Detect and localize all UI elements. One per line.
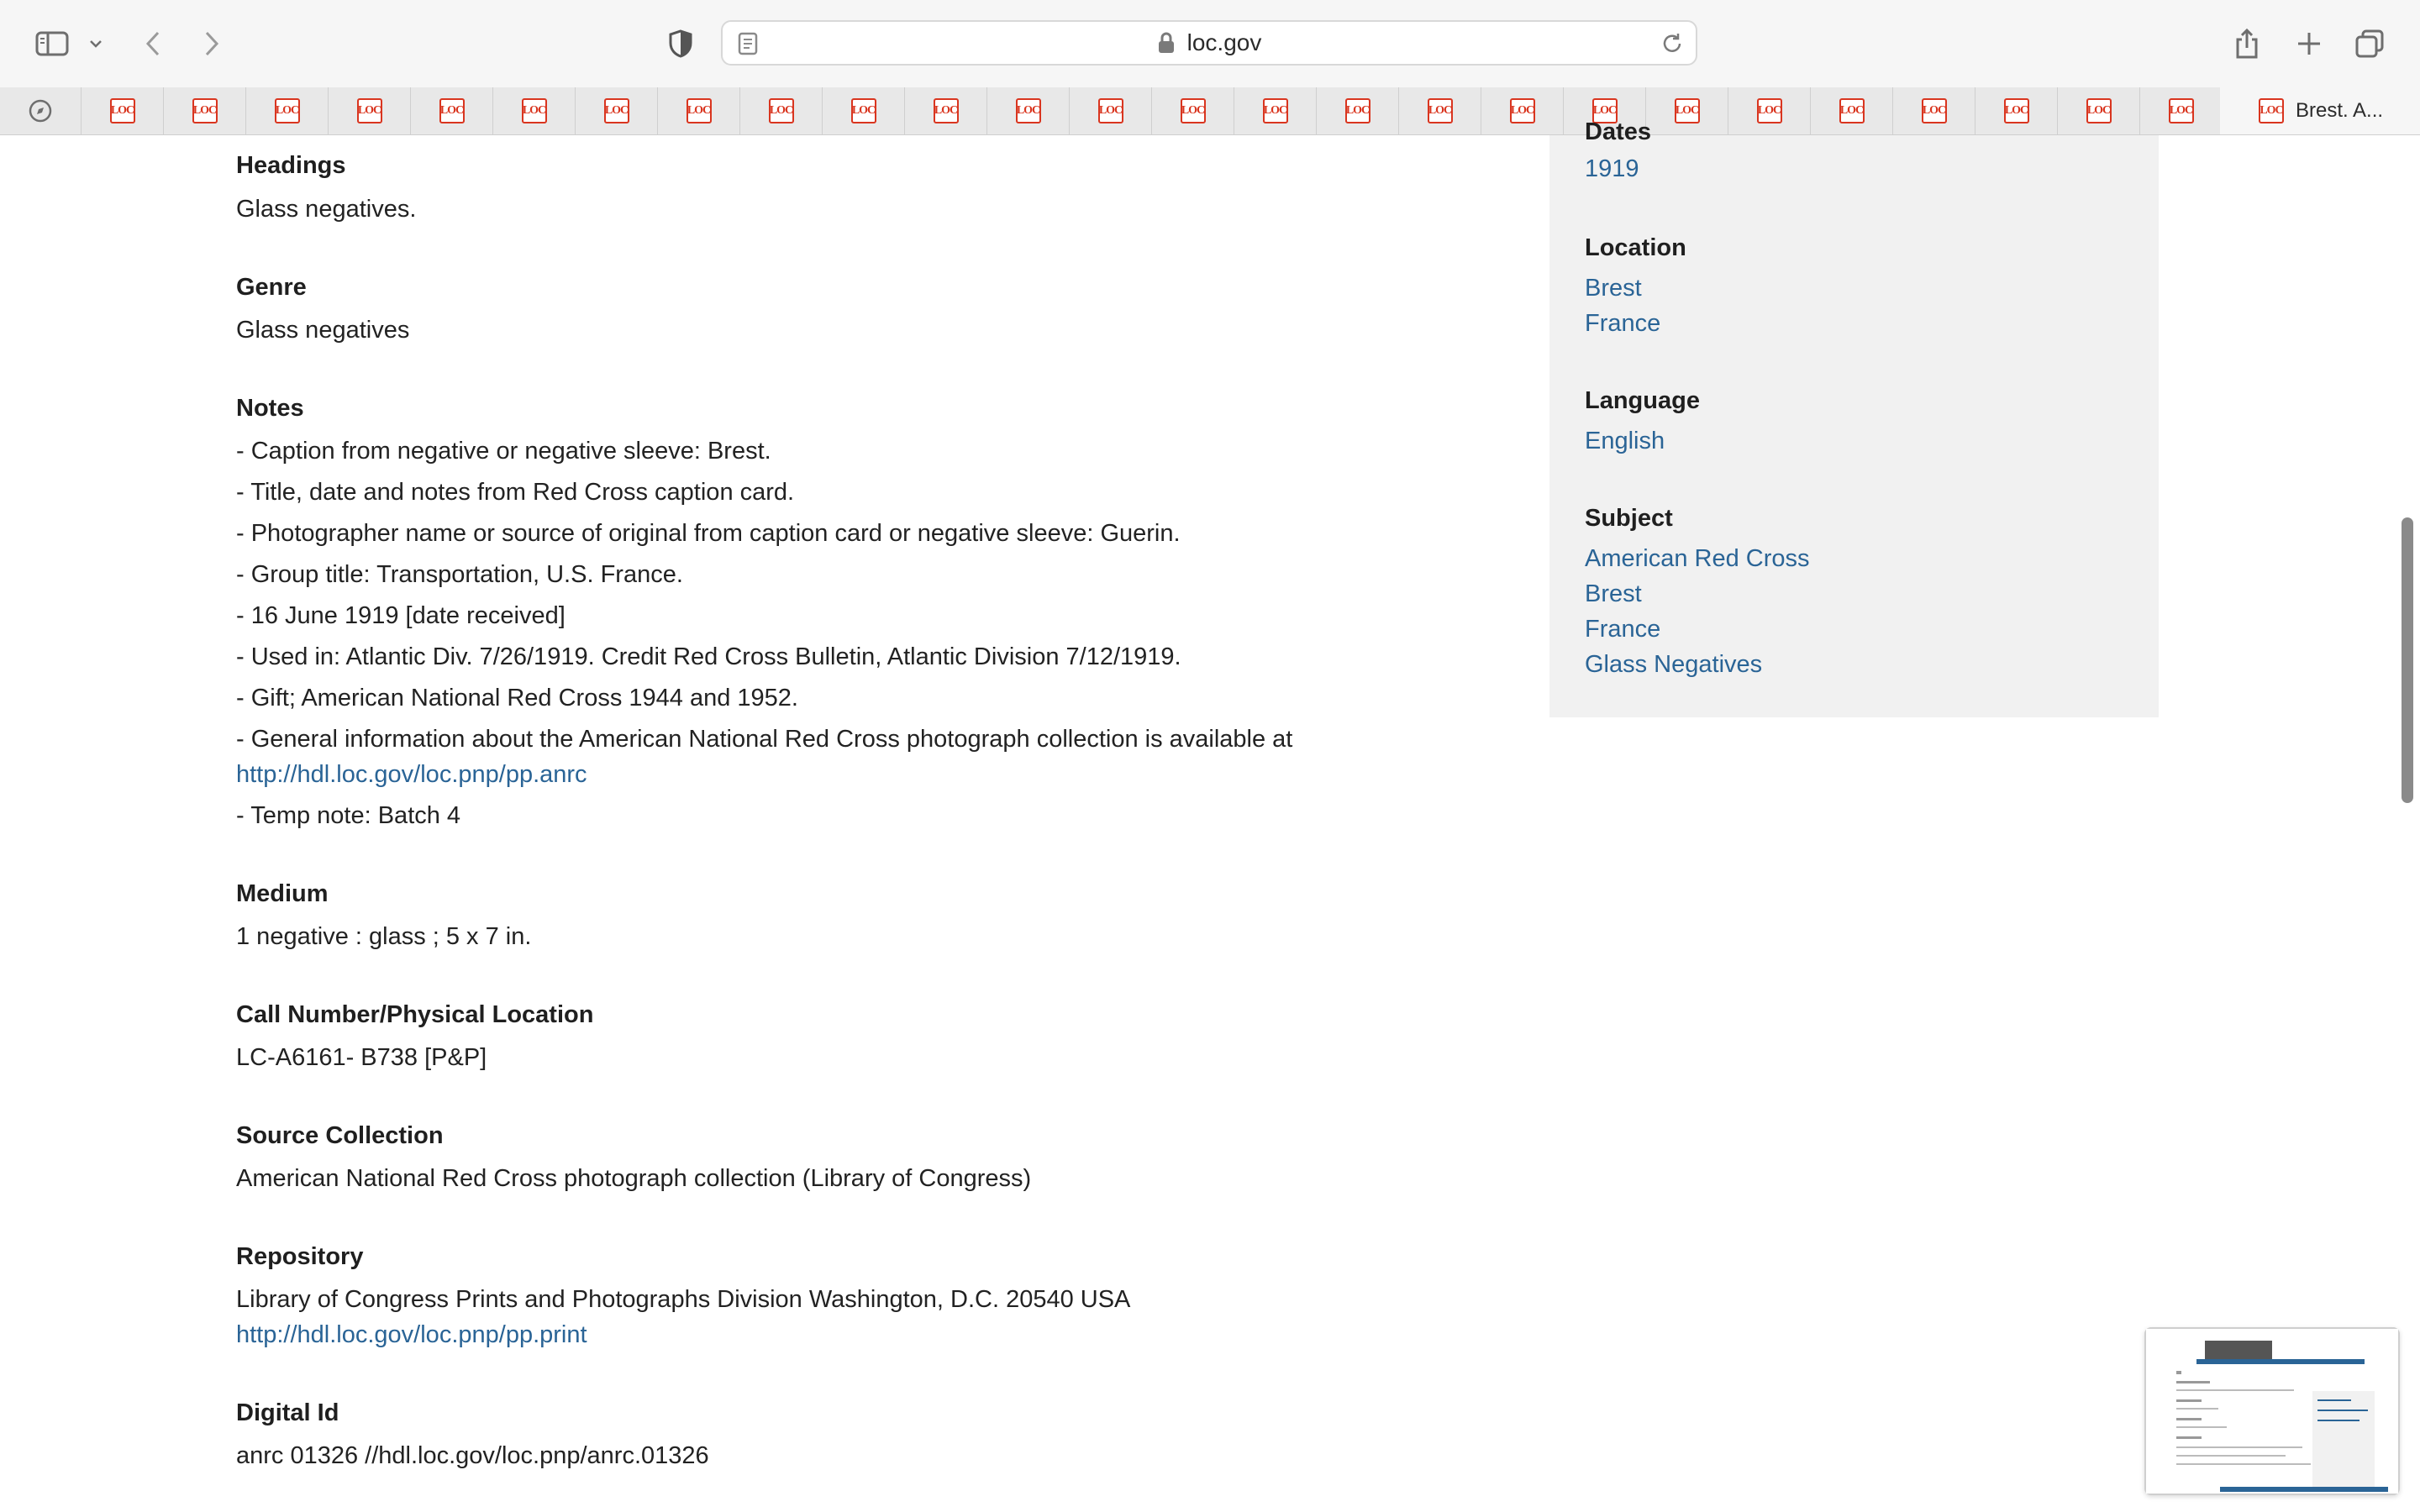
- pinned-tab[interactable]: [2140, 87, 2223, 134]
- note-item: - Title, date and notes from Red Cross caption card.: [236, 479, 795, 506]
- browser-toolbar: [0, 0, 2420, 88]
- loc-favicon: LOC: [1428, 98, 1453, 123]
- genre-label: Genre: [236, 274, 307, 301]
- active-tab[interactable]: [2220, 87, 2420, 134]
- loc-favicon: LOC: [1675, 98, 1700, 123]
- subject-link[interactable]: Glass Negatives: [1585, 651, 1763, 678]
- pinned-tab[interactable]: [1975, 87, 2058, 134]
- loc-favicon: LOC: [2169, 98, 2194, 123]
- note-item: - Used in: Atlantic Div. 7/26/1919. Credit Red Cross Bulletin, Atlantic Division 7/12/1919.: [236, 643, 1181, 670]
- pinned-tab[interactable]: [1234, 87, 1317, 134]
- pinned-tab[interactable]: [823, 87, 905, 134]
- tab-overview-icon[interactable]: [2351, 20, 2388, 67]
- note-item: - 16 June 1919 [date received]: [236, 602, 566, 629]
- notes-label: Notes: [236, 395, 304, 422]
- loc-favicon: LOC: [1263, 98, 1288, 123]
- loc-favicon: LOC: [769, 98, 794, 123]
- language-label: Language: [1585, 387, 1700, 414]
- pinned-tab[interactable]: [164, 87, 246, 134]
- forward-icon[interactable]: [193, 20, 230, 67]
- pinned-tab[interactable]: [1317, 87, 1399, 134]
- pinned-tab[interactable]: [1481, 87, 1564, 134]
- new-tab-icon[interactable]: [2291, 20, 2328, 67]
- share-icon[interactable]: [2228, 20, 2265, 67]
- pinned-tab[interactable]: [1646, 87, 1728, 134]
- pinned-tab[interactable]: [658, 87, 740, 134]
- source-collection-value: American National Red Cross photograph collection (Library of Congress): [236, 1165, 1032, 1192]
- pinned-tab[interactable]: [1728, 87, 1811, 134]
- loc-favicon: LOC: [1345, 98, 1370, 123]
- privacy-shield-icon[interactable]: [662, 20, 699, 67]
- headings-label: Headings: [236, 152, 346, 179]
- subject-link[interactable]: Brest: [1585, 580, 1642, 607]
- digital-id-value: anrc 01326 //hdl.loc.gov/loc.pnp/anrc.01326: [236, 1442, 709, 1469]
- loc-favicon: LOC: [1839, 98, 1865, 123]
- pinned-tab[interactable]: [740, 87, 823, 134]
- subject-link[interactable]: France: [1585, 616, 1661, 643]
- address-bar[interactable]: [721, 20, 1697, 66]
- loc-favicon: LOC: [110, 98, 135, 123]
- pinned-tab[interactable]: [329, 87, 411, 134]
- pinned-tab[interactable]: [2058, 87, 2140, 134]
- loc-favicon: LOC: [1098, 98, 1123, 123]
- loc-favicon: LOC: [687, 98, 712, 123]
- repository-value: Library of Congress Prints and Photographs Division Washington, D.C. 20540 USA: [236, 1286, 1131, 1313]
- pinned-tab[interactable]: [1893, 87, 1975, 134]
- loc-favicon: LOC: [1757, 98, 1782, 123]
- page-thumbnail-preview[interactable]: [2144, 1327, 2400, 1495]
- subject-label: Subject: [1585, 505, 1673, 532]
- note-item: - General information about the American National Red Cross photograph collection is available at: [236, 726, 1293, 753]
- medium-value: 1 negative : glass ; 5 x 7 in.: [236, 923, 532, 950]
- dates-label: Dates: [1585, 118, 1651, 145]
- date-link[interactable]: 1919: [1585, 155, 1639, 182]
- pinned-tab[interactable]: [576, 87, 658, 134]
- pinned-tab[interactable]: [246, 87, 329, 134]
- note-item: - Photographer name or source of original from caption card or negative sleeve: Guerin.: [236, 520, 1181, 547]
- note-item: - Gift; American National Red Cross 1944 and 1952.: [236, 685, 798, 711]
- pinned-tab[interactable]: [1070, 87, 1152, 134]
- loc-favicon: LOC: [851, 98, 876, 123]
- loc-favicon: LOC: [2004, 98, 2029, 123]
- start-page-tab[interactable]: [0, 87, 82, 134]
- digital-id-label: Digital Id: [236, 1399, 339, 1426]
- call-number-label: Call Number/Physical Location: [236, 1001, 594, 1028]
- location-label: Location: [1585, 234, 1686, 261]
- repository-label: Repository: [236, 1243, 364, 1270]
- note-item: - Group title: Transportation, U.S. France.: [236, 561, 683, 588]
- pinned-tab[interactable]: [905, 87, 987, 134]
- location-link[interactable]: France: [1585, 310, 1661, 337]
- sidebar-icon[interactable]: [32, 20, 72, 67]
- loc-favicon: LOC: [275, 98, 300, 123]
- loc-favicon: LOC: [1922, 98, 1947, 123]
- scrollbar-thumb[interactable]: [2402, 517, 2413, 803]
- back-icon[interactable]: [134, 20, 171, 67]
- page-content: [0, 118, 2420, 1512]
- tab-bar: [0, 87, 2420, 135]
- repository-link[interactable]: http://hdl.loc.gov/loc.pnp/pp.print: [236, 1321, 587, 1348]
- anrc-collection-link[interactable]: http://hdl.loc.gov/loc.pnp/pp.anrc: [236, 761, 587, 788]
- pinned-tab[interactable]: [82, 87, 164, 134]
- subject-link[interactable]: American Red Cross: [1585, 545, 1810, 572]
- loc-favicon: LOC: [522, 98, 547, 123]
- call-number-value: LC-A6161- B738 [P&P]: [236, 1044, 487, 1071]
- chevron-down-icon[interactable]: [84, 20, 108, 67]
- language-link[interactable]: English: [1585, 428, 1665, 454]
- pinned-tab[interactable]: [493, 87, 576, 134]
- loc-favicon: LOC: [1016, 98, 1041, 123]
- loc-favicon: LOC: [1592, 98, 1618, 123]
- loc-favicon: LOC: [1181, 98, 1206, 123]
- vertical-scrollbar[interactable]: [2395, 135, 2420, 1512]
- source-collection-label: Source Collection: [236, 1122, 444, 1149]
- pinned-tab[interactable]: [1811, 87, 1893, 134]
- medium-label: Medium: [236, 880, 329, 907]
- item-facets-sidebar: [1549, 118, 2159, 717]
- temp-note: - Temp note: Batch 4: [236, 802, 461, 829]
- headings-value: Glass negatives.: [236, 196, 417, 223]
- loc-favicon: LOC: [2259, 98, 2284, 123]
- loc-favicon: LOC: [934, 98, 959, 123]
- location-link[interactable]: Brest: [1585, 275, 1642, 302]
- loc-favicon: LOC: [2086, 98, 2112, 123]
- lock-icon: [1157, 31, 1176, 55]
- genre-value: Glass negatives: [236, 317, 410, 344]
- loc-favicon: LOC: [604, 98, 629, 123]
- url-text: loc.gov: [1186, 29, 1262, 55]
- pinned-tab[interactable]: [1399, 87, 1481, 134]
- reload-icon[interactable]: [1660, 32, 1684, 60]
- loc-favicon: LOC: [192, 98, 218, 123]
- pinned-tab[interactable]: [1152, 87, 1234, 134]
- loc-favicon: LOC: [1510, 98, 1535, 123]
- pinned-tab[interactable]: [987, 87, 1070, 134]
- compass-icon: [28, 98, 53, 123]
- note-item: - Caption from negative or negative sleeve: Brest.: [236, 438, 771, 465]
- loc-favicon: LOC: [357, 98, 382, 123]
- pinned-tab[interactable]: [411, 87, 493, 134]
- loc-favicon: LOC: [439, 98, 465, 123]
- active-tab-title: Brest. A...: [2296, 99, 2384, 122]
